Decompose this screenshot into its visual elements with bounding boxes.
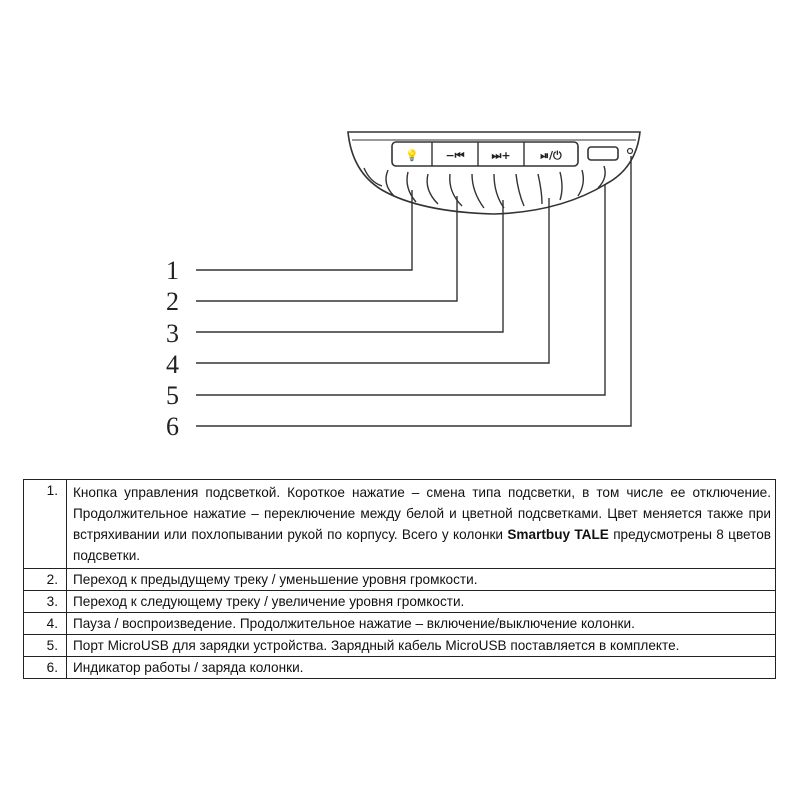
row-text: Кнопка управления подсветкой. Короткое нажатие – смена типа подсветки, в том числе ее отключение. Продолжительное нажатие – переключение между белой и цветной подсветками. Цвет меняется также при встряхивании или похлопывании рукой по корпусу. Всего у колонки: [73, 485, 771, 542]
row-number: 2.: [24, 569, 67, 591]
next-volume-up-icon[interactable]: ⏭+: [491, 149, 511, 162]
light-bulb-icon[interactable]: 💡: [405, 149, 419, 162]
row-description: [67, 480, 776, 569]
play-pause-power-icon[interactable]: ⏯/⏻: [540, 149, 562, 162]
row-description: Индикатор работы / заряда колонки.: [67, 657, 776, 679]
table-row: [24, 569, 776, 591]
row-description: Переход к предыдущему треку / уменьшение уровня громкости.: [67, 569, 776, 591]
row-number: 4.: [24, 613, 67, 635]
callout-number: 5: [166, 381, 179, 410]
row-number: 5.: [24, 635, 67, 657]
row-number: 1.: [24, 480, 67, 569]
table-row: [24, 657, 776, 679]
controls-description-table: [23, 479, 776, 679]
callout-number: 1: [166, 256, 179, 285]
previous-volume-down-icon[interactable]: −⏮: [445, 149, 465, 162]
callout-number: 4: [166, 350, 179, 379]
table-row: [24, 613, 776, 635]
row-number: 6.: [24, 657, 67, 679]
row-description: Порт MicroUSB для зарядки устройства. Зарядный кабель MicroUSB поставляется в комплекте.: [67, 635, 776, 657]
indicator-led: [628, 149, 633, 154]
row-text: предусмотрены 8 цветов подсветки.: [73, 527, 772, 563]
row-description: Переход к следующему треку / увеличение уровня громкости.: [67, 591, 776, 613]
row-description: Пауза / воспроизведение. Продолжительное нажатие – включение/выключение колонки.: [67, 613, 776, 635]
row-number: 3.: [24, 591, 67, 613]
microusb-port[interactable]: [588, 147, 618, 160]
brand-name: Smartbuy TALE: [507, 527, 609, 542]
callout-number: 2: [166, 287, 179, 316]
table-row: [24, 591, 776, 613]
table-row: [24, 635, 776, 657]
table-row: [24, 480, 776, 569]
callout-number: 3: [166, 319, 179, 348]
callout-number: 6: [166, 412, 179, 441]
